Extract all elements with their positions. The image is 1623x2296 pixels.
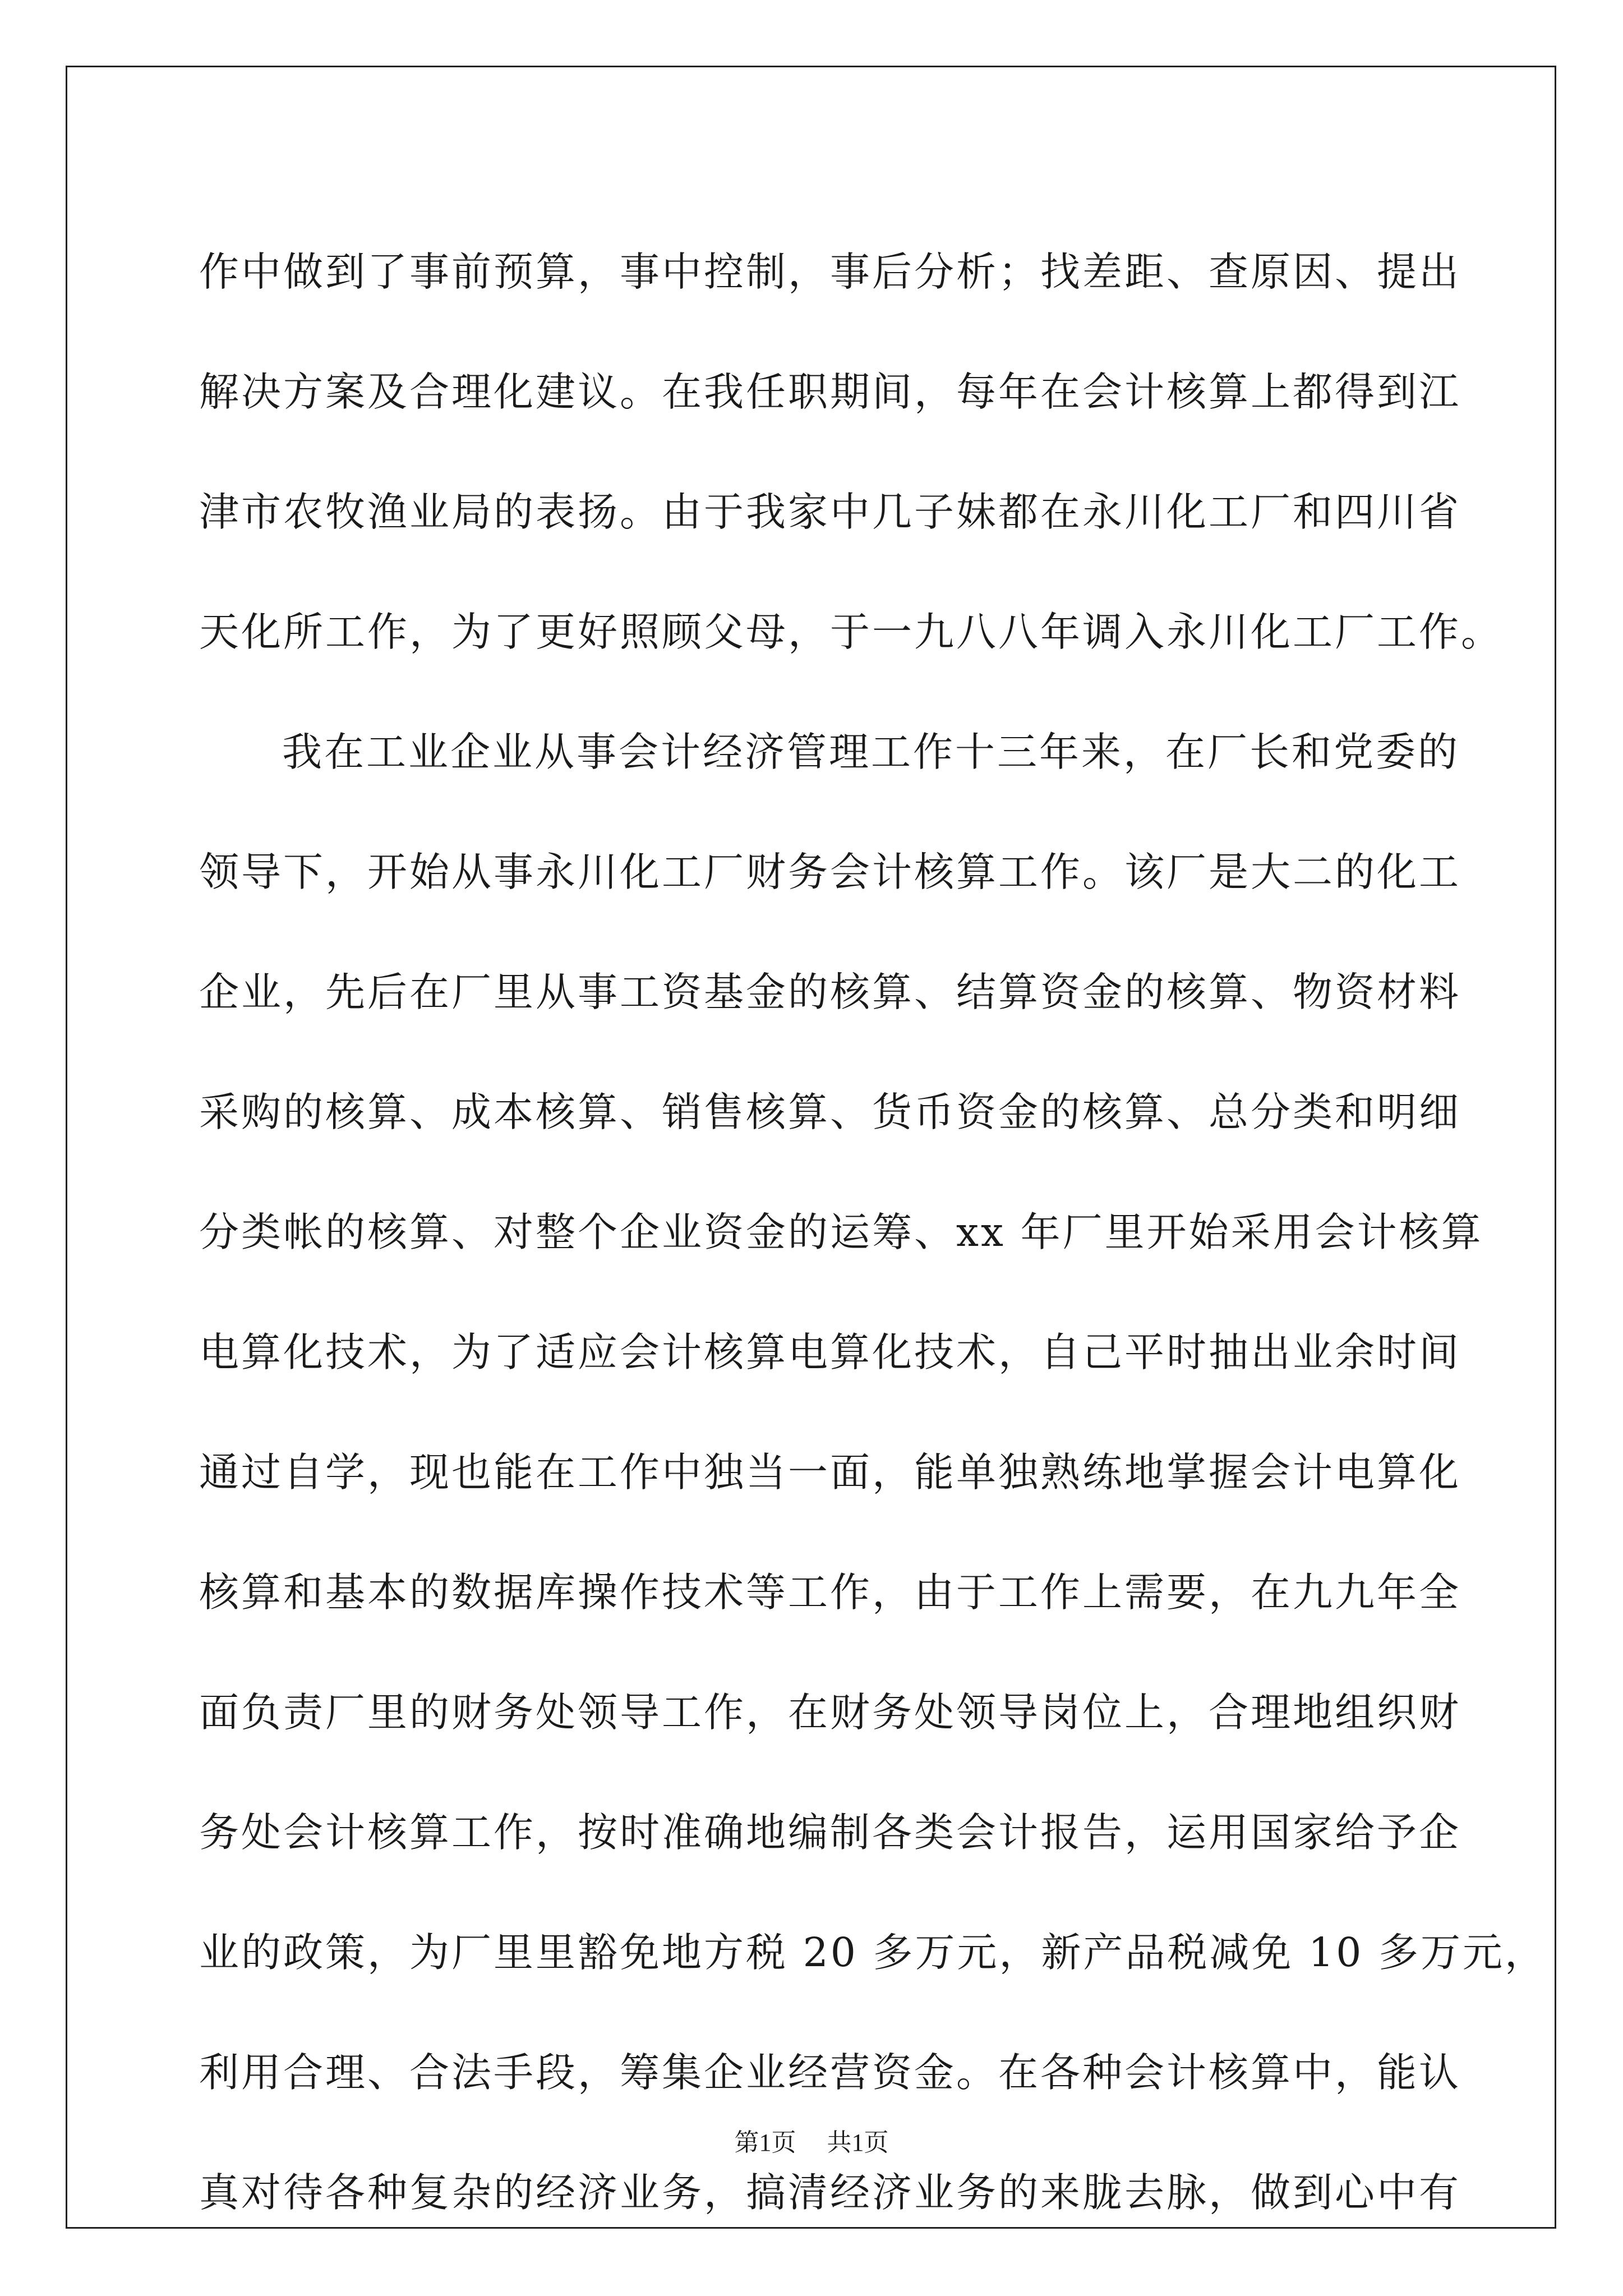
text-line: 业的政策，为厂里里豁免地方税 20 多万元，新产品税减免 10 多万元， <box>199 1929 1547 1976</box>
text-line: 通过自学，现也能在工作中独当一面，能单独熟练地掌握会计电算化 <box>199 1449 1461 1496</box>
text-line: 面负责厂里的财务处领导工作，在财务处领导岗位上，合理地组织财 <box>199 1689 1461 1736</box>
page-number: 第1页 <box>734 2129 796 2156</box>
text-line: 天化所工作，为了更好照顾父母，于一九八八年调入永川化工厂工作。 <box>199 609 1504 655</box>
paragraph-first-line: 我在工业企业从事会计经济管理工作十三年来，在厂长和党委的 <box>282 729 1460 775</box>
text-line: 务处会计核算工作，按时准确地编制各类会计报告，运用国家给予企 <box>199 1809 1461 1856</box>
text-line: 解决方案及合理化建议。在我任职期间，每年在会计核算上都得到江 <box>199 369 1461 415</box>
page-footer <box>0 2122 1623 2158</box>
text-line: 津市农牧渔业局的表扬。由于我家中几子妹都在永川化工厂和四川省 <box>199 489 1461 535</box>
text-line: 核算和基本的数据库操作技术等工作，由于工作上需要，在九九年全 <box>199 1569 1461 1616</box>
page-total: 共1页 <box>827 2129 889 2156</box>
text-line: 领导下，开始从事永川化工厂财务会计核算工作。该厂是大二的化工 <box>199 849 1461 895</box>
text-line: 利用合理、合法手段，筹集企业经营资金。在各种会计核算中，能认 <box>199 2049 1461 2096</box>
document-body <box>199 212 1547 2253</box>
text-line: 采购的核算、成本核算、销售核算、货币资金的核算、总分类和明细 <box>199 1089 1461 1135</box>
text-line: 电算化技术，为了适应会计核算电算化技术，自己平时抽出业余时间 <box>199 1329 1461 1375</box>
text-line: 企业，先后在厂里从事工资基金的核算、结算资金的核算、物资材料 <box>199 969 1461 1015</box>
text-line: 分类帐的核算、对整个企业资金的运筹、xx 年厂里开始采用会计核算 <box>199 1209 1483 1255</box>
text-line: 真对待各种复杂的经济业务，搞清经济业务的来胧去脉，做到心中有 <box>199 2169 1461 2216</box>
text-line: 作中做到了事前预算，事中控制，事后分析；找差距、查原因、提出 <box>199 249 1461 295</box>
